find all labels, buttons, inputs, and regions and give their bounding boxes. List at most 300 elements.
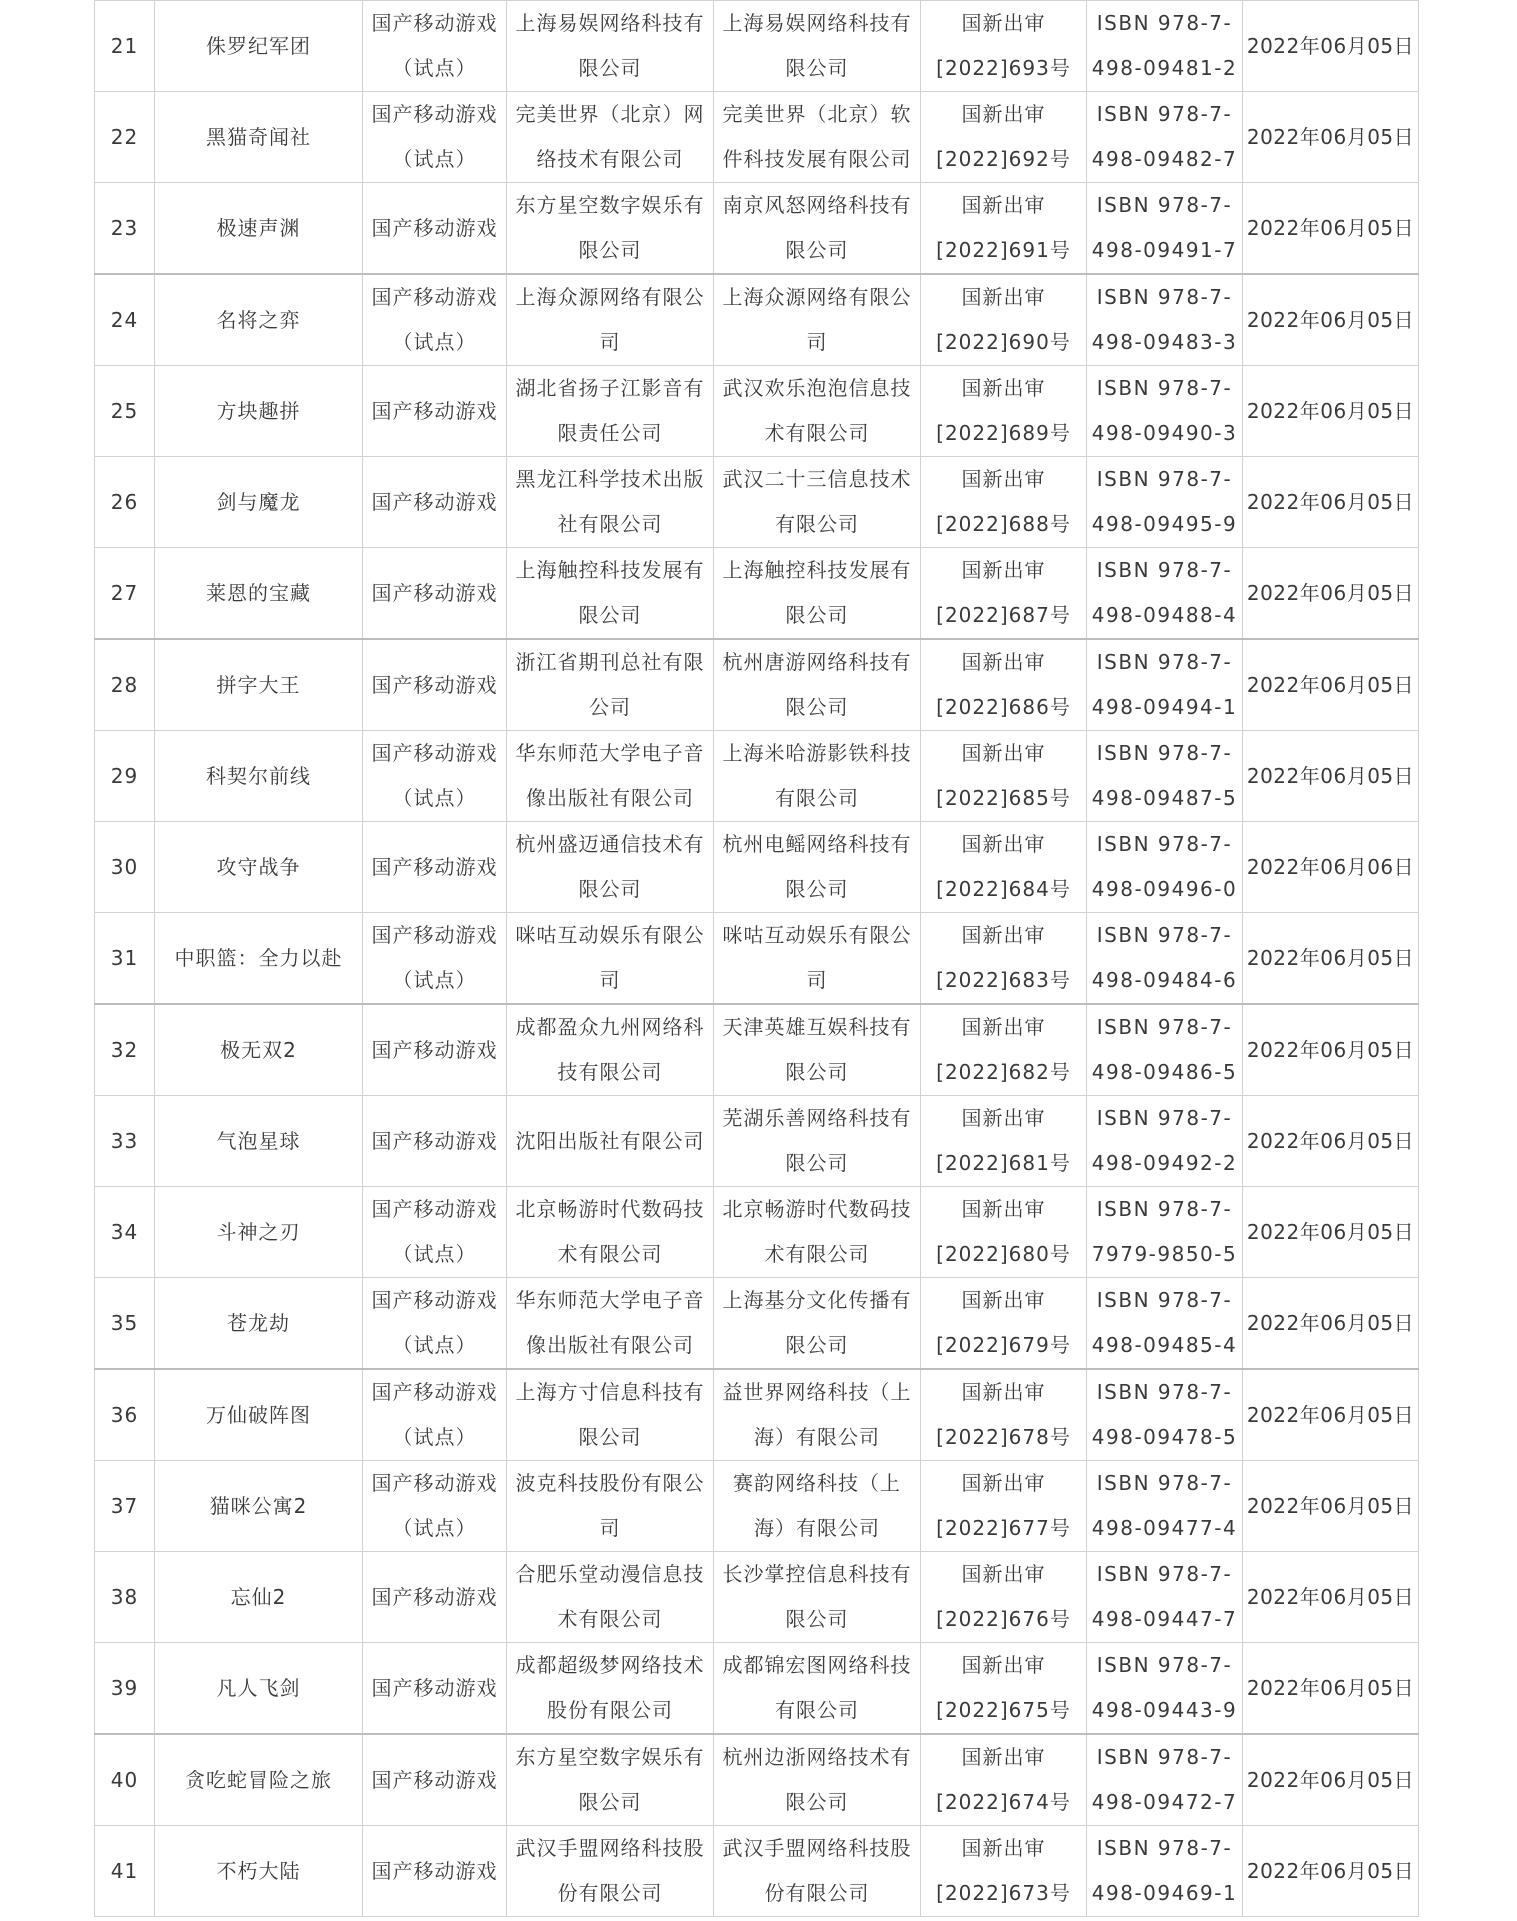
- operator-unit-line: 北京畅游时代数码技: [722, 1197, 912, 1221]
- isbn-number-line: 498-09486-5: [1091, 1060, 1238, 1084]
- isbn-number-line: 498-09482-7: [1091, 147, 1238, 171]
- operator-unit-line: 限公司: [785, 1790, 849, 1814]
- operator-unit-line: 司: [806, 968, 828, 992]
- game-type-line: 国产移动游戏: [371, 1858, 498, 1883]
- isbn-number-line: ISBN 978-7-: [1096, 376, 1233, 400]
- table-row: [95, 822, 1419, 913]
- isbn-number-line: 498-09477-4: [1091, 1516, 1238, 1540]
- approval-date: 2022年06月05日: [1243, 913, 1419, 1005]
- approval-number: [921, 639, 1087, 731]
- approval-number: [921, 1461, 1087, 1552]
- isbn-number-line: ISBN 978-7-: [1096, 467, 1233, 491]
- operator-unit-line: 长沙掌控信息科技有: [722, 1562, 912, 1586]
- approval-number: [921, 1826, 1087, 1917]
- operator-unit-line: 限公司: [785, 603, 849, 627]
- isbn-number-line: ISBN 978-7-: [1096, 1106, 1233, 1130]
- approval-number-line: 国新出审: [961, 285, 1046, 309]
- approval-date: 2022年06月05日: [1243, 1734, 1419, 1826]
- isbn-number-line: 498-09469-1: [1091, 1881, 1238, 1905]
- game-type-line: （试点）: [392, 1425, 477, 1449]
- publisher-unit-line: 东方星空数字娱乐有: [515, 193, 705, 217]
- isbn-number: [1087, 639, 1243, 731]
- game-type-line: 国产移动游戏: [371, 1584, 498, 1609]
- operator-unit-line: 海）有限公司: [754, 1516, 880, 1540]
- publisher-unit-line: 杭州盛迈通信技术有: [515, 832, 705, 856]
- approval-number: [921, 457, 1087, 548]
- approval-number: [921, 731, 1087, 822]
- operator-unit: [714, 1643, 921, 1735]
- game-type: [363, 1461, 507, 1552]
- game-name: 中职篮：全力以赴: [155, 913, 363, 1005]
- approval-number-line: [2022]686号: [936, 695, 1071, 719]
- row-number: 32: [95, 1004, 155, 1096]
- table-row: [95, 1734, 1419, 1826]
- publisher-unit-line: 北京畅游时代数码技: [515, 1197, 705, 1221]
- approval-number: [921, 1369, 1087, 1461]
- isbn-number-line: ISBN 978-7-: [1096, 1380, 1233, 1404]
- publisher-unit-line: 上海触控科技发展有: [515, 558, 705, 582]
- operator-unit-line: 有限公司: [775, 786, 859, 810]
- approval-number: [921, 1, 1087, 92]
- operator-unit: [714, 639, 921, 731]
- game-type: [363, 1552, 507, 1643]
- isbn-number: [1087, 1734, 1243, 1826]
- approval-number-line: [2022]674号: [936, 1790, 1071, 1814]
- publisher-unit-line: 东方星空数字娱乐有: [515, 1745, 705, 1769]
- game-name: 极无双2: [155, 1004, 363, 1096]
- approval-number-line: 国新出审: [961, 1653, 1046, 1677]
- publisher-unit-line: 合肥乐堂动漫信息技: [515, 1562, 705, 1586]
- approval-number-line: 国新出审: [961, 923, 1046, 947]
- publisher-unit-line: 上海易娱网络科技有: [515, 11, 705, 35]
- operator-unit: [714, 274, 921, 366]
- game-name: 万仙破阵图: [155, 1369, 363, 1461]
- game-name: 贪吃蛇冒险之旅: [155, 1734, 363, 1826]
- game-type-line: 国产移动游戏: [371, 398, 498, 423]
- operator-unit-line: 限公司: [785, 1607, 849, 1631]
- operator-unit-line: 限公司: [785, 1060, 849, 1084]
- approval-number-line: [2022]687号: [936, 603, 1071, 627]
- approval-number: [921, 822, 1087, 913]
- operator-unit-line: 有限公司: [775, 1698, 859, 1722]
- publisher-unit-line: 上海方寸信息科技有: [515, 1380, 705, 1404]
- approval-number-line: [2022]683号: [936, 968, 1071, 992]
- game-type-line: 国产移动游戏: [371, 1380, 498, 1404]
- approval-date: 2022年06月05日: [1243, 1826, 1419, 1917]
- table-row: [95, 1826, 1419, 1917]
- game-type-line: 国产移动游戏: [371, 102, 498, 126]
- table-row: [95, 183, 1419, 275]
- approval-number: [921, 366, 1087, 457]
- table-row: [95, 1, 1419, 92]
- isbn-number-line: ISBN 978-7-: [1096, 558, 1233, 582]
- approval-number-line: [2022]688号: [936, 512, 1071, 536]
- approval-number-line: 国新出审: [961, 1015, 1046, 1039]
- operator-unit: [714, 822, 921, 913]
- isbn-number-line: 498-09491-7: [1091, 238, 1238, 262]
- publisher-unit: [507, 822, 714, 913]
- table-row: [95, 1369, 1419, 1461]
- isbn-number: [1087, 822, 1243, 913]
- approval-number: [921, 1552, 1087, 1643]
- table-row: [95, 639, 1419, 731]
- publisher-unit-line: 术有限公司: [557, 1242, 663, 1266]
- approval-number-line: [2022]675号: [936, 1698, 1071, 1722]
- game-type-line: （试点）: [392, 147, 477, 171]
- isbn-number-line: ISBN 978-7-: [1096, 832, 1233, 856]
- operator-unit-line: 咪咕互动娱乐有限公: [722, 923, 912, 947]
- table-body: [95, 1, 1419, 1917]
- approval-number-line: 国新出审: [961, 1745, 1046, 1769]
- approval-date: 2022年06月05日: [1243, 639, 1419, 731]
- operator-unit: [714, 1, 921, 92]
- publisher-unit: [507, 1552, 714, 1643]
- table-row: [95, 1187, 1419, 1278]
- game-type: [363, 639, 507, 731]
- game-name: 斗神之刃: [155, 1187, 363, 1278]
- game-type: [363, 457, 507, 548]
- game-type-line: 国产移动游戏: [371, 672, 498, 697]
- game-type-line: 国产移动游戏: [371, 1288, 498, 1312]
- operator-unit: [714, 1187, 921, 1278]
- publisher-unit-line: 成都盈众九州网络科: [515, 1015, 705, 1039]
- isbn-number-line: ISBN 978-7-: [1096, 741, 1233, 765]
- publisher-unit: [507, 548, 714, 640]
- publisher-unit-line: 限公司: [578, 603, 642, 627]
- isbn-number-line: ISBN 978-7-: [1096, 1197, 1233, 1221]
- approval-number-line: 国新出审: [961, 832, 1046, 856]
- approval-date: 2022年06月05日: [1243, 366, 1419, 457]
- operator-unit: [714, 366, 921, 457]
- isbn-number-line: 498-09485-4: [1091, 1333, 1238, 1357]
- approval-number-line: [2022]689号: [936, 421, 1071, 445]
- approval-number: [921, 274, 1087, 366]
- publisher-unit-line: 上海众源网络有限公: [515, 285, 705, 309]
- publisher-unit: [507, 274, 714, 366]
- publisher-unit: [507, 183, 714, 275]
- game-type-line: 国产移动游戏: [371, 489, 498, 514]
- approval-number: [921, 1643, 1087, 1735]
- isbn-number: [1087, 1643, 1243, 1735]
- isbn-number-line: 498-09494-1: [1091, 695, 1238, 719]
- isbn-number: [1087, 731, 1243, 822]
- game-name: 剑与魔龙: [155, 457, 363, 548]
- operator-unit: [714, 92, 921, 183]
- publisher-unit: [507, 1, 714, 92]
- isbn-number-line: 498-09484-6: [1091, 968, 1238, 992]
- game-name: 苍龙劫: [155, 1278, 363, 1370]
- game-name: 侏罗纪军团: [155, 1, 363, 92]
- isbn-number-line: 498-09483-3: [1091, 330, 1238, 354]
- publisher-unit: [507, 366, 714, 457]
- game-type: [363, 1, 507, 92]
- publisher-unit-line: 股份有限公司: [547, 1698, 673, 1722]
- table-row: [95, 457, 1419, 548]
- isbn-number-line: ISBN 978-7-: [1096, 1836, 1233, 1860]
- row-number: 33: [95, 1096, 155, 1187]
- approval-number-line: [2022]682号: [936, 1060, 1071, 1084]
- operator-unit-line: 武汉欢乐泡泡信息技: [722, 376, 912, 400]
- game-type-line: 国产移动游戏: [371, 1197, 498, 1221]
- isbn-number-line: ISBN 978-7-: [1096, 1745, 1233, 1769]
- game-approval-table: [94, 0, 1419, 1917]
- approval-number-line: 国新出审: [961, 1288, 1046, 1312]
- approval-number-line: [2022]679号: [936, 1333, 1071, 1357]
- approval-number-line: 国新出审: [961, 650, 1046, 674]
- operator-unit-line: 赛韵网络科技（上: [733, 1471, 901, 1495]
- operator-unit-line: 天津英雄互娱科技有: [722, 1015, 912, 1039]
- publisher-unit-line: 湖北省扬子江影音有: [515, 376, 705, 400]
- game-type-line: 国产移动游戏: [371, 923, 498, 947]
- isbn-number-line: ISBN 978-7-: [1096, 1471, 1233, 1495]
- game-type: [363, 1278, 507, 1370]
- operator-unit-line: 南京风怒网络科技有: [722, 193, 912, 217]
- publisher-unit-line: 司: [599, 330, 621, 354]
- approval-date: 2022年06月05日: [1243, 1096, 1419, 1187]
- operator-unit: [714, 183, 921, 275]
- game-type-line: 国产移动游戏: [371, 1767, 498, 1792]
- operator-unit: [714, 1826, 921, 1917]
- approval-number-line: [2022]685号: [936, 786, 1071, 810]
- operator-unit-line: 有限公司: [775, 512, 859, 536]
- game-name: 名将之弈: [155, 274, 363, 366]
- isbn-number: [1087, 274, 1243, 366]
- approval-number: [921, 183, 1087, 275]
- table-row: [95, 1643, 1419, 1735]
- approval-number-line: 国新出审: [961, 1471, 1046, 1495]
- operator-unit-line: 术有限公司: [764, 1242, 870, 1266]
- game-type-line: （试点）: [392, 786, 477, 810]
- publisher-unit-line: 限公司: [578, 1425, 642, 1449]
- isbn-number-line: ISBN 978-7-: [1096, 285, 1233, 309]
- operator-unit-line: 武汉手盟网络科技股: [722, 1836, 912, 1860]
- isbn-number-line: 498-09487-5: [1091, 786, 1238, 810]
- operator-unit-line: 术有限公司: [764, 421, 870, 445]
- row-number: 29: [95, 731, 155, 822]
- row-number: 31: [95, 913, 155, 1005]
- row-number: 26: [95, 457, 155, 548]
- isbn-number-line: 498-09443-9: [1091, 1698, 1238, 1722]
- isbn-number-line: ISBN 978-7-: [1096, 1015, 1233, 1039]
- publisher-unit-line: 公司: [589, 695, 631, 719]
- isbn-number: [1087, 1826, 1243, 1917]
- approval-number-line: 国新出审: [961, 558, 1046, 582]
- approval-date: 2022年06月05日: [1243, 1461, 1419, 1552]
- isbn-number: [1087, 1004, 1243, 1096]
- operator-unit-line: 杭州边浙网络技术有: [722, 1745, 912, 1769]
- approval-number-line: [2022]691号: [936, 238, 1071, 262]
- game-name: 猫咪公寓2: [155, 1461, 363, 1552]
- isbn-number-line: 498-09481-2: [1091, 56, 1238, 80]
- row-number: 25: [95, 366, 155, 457]
- game-name: 方块趣拼: [155, 366, 363, 457]
- publisher-unit-line: 社有限公司: [557, 512, 663, 536]
- operator-unit-line: 限公司: [785, 1333, 849, 1357]
- approval-number-line: [2022]677号: [936, 1516, 1071, 1540]
- publisher-unit: [507, 1096, 714, 1187]
- game-type-line: （试点）: [392, 1516, 477, 1540]
- table-row: [95, 913, 1419, 1005]
- approval-number-line: [2022]684号: [936, 877, 1071, 901]
- isbn-number-line: ISBN 978-7-: [1096, 923, 1233, 947]
- game-name: 忘仙2: [155, 1552, 363, 1643]
- operator-unit-line: 芜湖乐善网络科技有: [722, 1106, 912, 1130]
- game-type: [363, 913, 507, 1005]
- isbn-number-line: 498-09490-3: [1091, 421, 1238, 445]
- operator-unit-line: 限公司: [785, 56, 849, 80]
- game-name: 科契尔前线: [155, 731, 363, 822]
- row-number: 27: [95, 548, 155, 640]
- isbn-number: [1087, 913, 1243, 1005]
- isbn-number-line: 498-09472-7: [1091, 1790, 1238, 1814]
- game-type: [363, 1734, 507, 1826]
- publisher-unit-line: 司: [599, 1516, 621, 1540]
- publisher-unit: [507, 1461, 714, 1552]
- approval-number-line: 国新出审: [961, 1562, 1046, 1586]
- game-type-line: 国产移动游戏: [371, 215, 498, 240]
- row-number: 39: [95, 1643, 155, 1735]
- game-type: [363, 183, 507, 275]
- game-type-line: 国产移动游戏: [371, 1471, 498, 1495]
- operator-unit-line: 上海基分文化传播有: [722, 1288, 912, 1312]
- publisher-unit: [507, 1734, 714, 1826]
- operator-unit: [714, 1278, 921, 1370]
- isbn-number-line: ISBN 978-7-: [1096, 650, 1233, 674]
- approval-number: [921, 913, 1087, 1005]
- publisher-unit: [507, 1369, 714, 1461]
- game-type-line: （试点）: [392, 1333, 477, 1357]
- game-type: [363, 274, 507, 366]
- isbn-number: [1087, 1369, 1243, 1461]
- isbn-number-line: 498-09478-5: [1091, 1425, 1238, 1449]
- isbn-number: [1087, 548, 1243, 640]
- game-type: [363, 92, 507, 183]
- publisher-unit: [507, 1278, 714, 1370]
- isbn-number-line: ISBN 978-7-: [1096, 1562, 1233, 1586]
- game-type: [363, 548, 507, 640]
- table-row: [95, 1096, 1419, 1187]
- approval-number-line: 国新出审: [961, 467, 1046, 491]
- publisher-unit-line: 司: [599, 968, 621, 992]
- operator-unit-line: 件科技发展有限公司: [722, 147, 912, 171]
- operator-unit-line: 杭州电鳐网络科技有: [722, 832, 912, 856]
- isbn-number: [1087, 1552, 1243, 1643]
- table-row: [95, 1004, 1419, 1096]
- approval-date: 2022年06月05日: [1243, 548, 1419, 640]
- operator-unit: [714, 1004, 921, 1096]
- isbn-number-line: ISBN 978-7-: [1096, 193, 1233, 217]
- row-number: 23: [95, 183, 155, 275]
- table-row: [95, 274, 1419, 366]
- approval-date: 2022年06月05日: [1243, 457, 1419, 548]
- approval-date: 2022年06月05日: [1243, 1552, 1419, 1643]
- game-type: [363, 731, 507, 822]
- table-row: [95, 548, 1419, 640]
- isbn-number-line: ISBN 978-7-: [1096, 1288, 1233, 1312]
- isbn-number: [1087, 1187, 1243, 1278]
- publisher-unit: [507, 731, 714, 822]
- row-number: 37: [95, 1461, 155, 1552]
- approval-number-line: 国新出审: [961, 11, 1046, 35]
- publisher-unit: [507, 457, 714, 548]
- game-name: 气泡星球: [155, 1096, 363, 1187]
- approval-date: 2022年06月05日: [1243, 183, 1419, 275]
- isbn-number: [1087, 1096, 1243, 1187]
- isbn-number-line: ISBN 978-7-: [1096, 102, 1233, 126]
- approval-number-line: 国新出审: [961, 193, 1046, 217]
- game-type: [363, 1096, 507, 1187]
- publisher-unit-line: 像出版社有限公司: [526, 1333, 694, 1357]
- publisher-unit: [507, 913, 714, 1005]
- publisher-unit-line: 限公司: [578, 238, 642, 262]
- operator-unit: [714, 1461, 921, 1552]
- game-type: [363, 1004, 507, 1096]
- approval-number-line: [2022]692号: [936, 147, 1071, 171]
- approval-date: 2022年06月05日: [1243, 731, 1419, 822]
- approval-number-line: [2022]690号: [936, 330, 1071, 354]
- isbn-number-line: 498-09496-0: [1091, 877, 1238, 901]
- table-row: [95, 1278, 1419, 1370]
- publisher-unit-line: 限公司: [578, 1790, 642, 1814]
- table-row: [95, 1552, 1419, 1643]
- publisher-unit-line: 限责任公司: [557, 421, 663, 445]
- game-name: 凡人飞剑: [155, 1643, 363, 1735]
- operator-unit-line: 杭州唐游网络科技有: [722, 650, 912, 674]
- isbn-number-line: 498-09488-4: [1091, 603, 1238, 627]
- publisher-unit-line: 限公司: [578, 877, 642, 901]
- publisher-unit-line: 技有限公司: [557, 1060, 663, 1084]
- row-number: 40: [95, 1734, 155, 1826]
- game-type-line: （试点）: [392, 1242, 477, 1266]
- approval-number-line: 国新出审: [961, 1106, 1046, 1130]
- approval-number: [921, 1004, 1087, 1096]
- game-name: 拼字大王: [155, 639, 363, 731]
- operator-unit: [714, 731, 921, 822]
- table-row: [95, 92, 1419, 183]
- game-type: [363, 1643, 507, 1735]
- row-number: 24: [95, 274, 155, 366]
- approval-date: 2022年06月06日: [1243, 822, 1419, 913]
- publisher-unit-line: 络技术有限公司: [536, 147, 684, 171]
- publisher-unit-line: 波克科技股份有限公: [515, 1471, 705, 1495]
- row-number: 35: [95, 1278, 155, 1370]
- operator-unit-line: 份有限公司: [764, 1881, 870, 1905]
- operator-unit: [714, 1096, 921, 1187]
- table-row: [95, 366, 1419, 457]
- row-number: 36: [95, 1369, 155, 1461]
- operator-unit-line: 上海易娱网络科技有: [722, 11, 912, 35]
- publisher-unit: [507, 92, 714, 183]
- isbn-number: [1087, 1278, 1243, 1370]
- approval-number: [921, 1734, 1087, 1826]
- approval-number-line: 国新出审: [961, 1836, 1046, 1860]
- publisher-unit-line: 限公司: [578, 56, 642, 80]
- approval-number-line: [2022]693号: [936, 56, 1071, 80]
- approval-number: [921, 1187, 1087, 1278]
- game-type-line: 国产移动游戏: [371, 11, 498, 35]
- operator-unit: [714, 1369, 921, 1461]
- publisher-unit-line: 成都超级梦网络技术: [515, 1653, 705, 1677]
- approval-date: 2022年06月05日: [1243, 92, 1419, 183]
- game-name: 攻守战争: [155, 822, 363, 913]
- approval-number-line: [2022]673号: [936, 1881, 1071, 1905]
- approval-date: 2022年06月05日: [1243, 1643, 1419, 1735]
- approval-number-line: [2022]681号: [936, 1151, 1071, 1175]
- isbn-number-line: ISBN 978-7-: [1096, 11, 1233, 35]
- operator-unit-line: 限公司: [785, 238, 849, 262]
- approval-number-line: [2022]680号: [936, 1242, 1071, 1266]
- publisher-unit-line: 武汉手盟网络科技股: [515, 1836, 705, 1860]
